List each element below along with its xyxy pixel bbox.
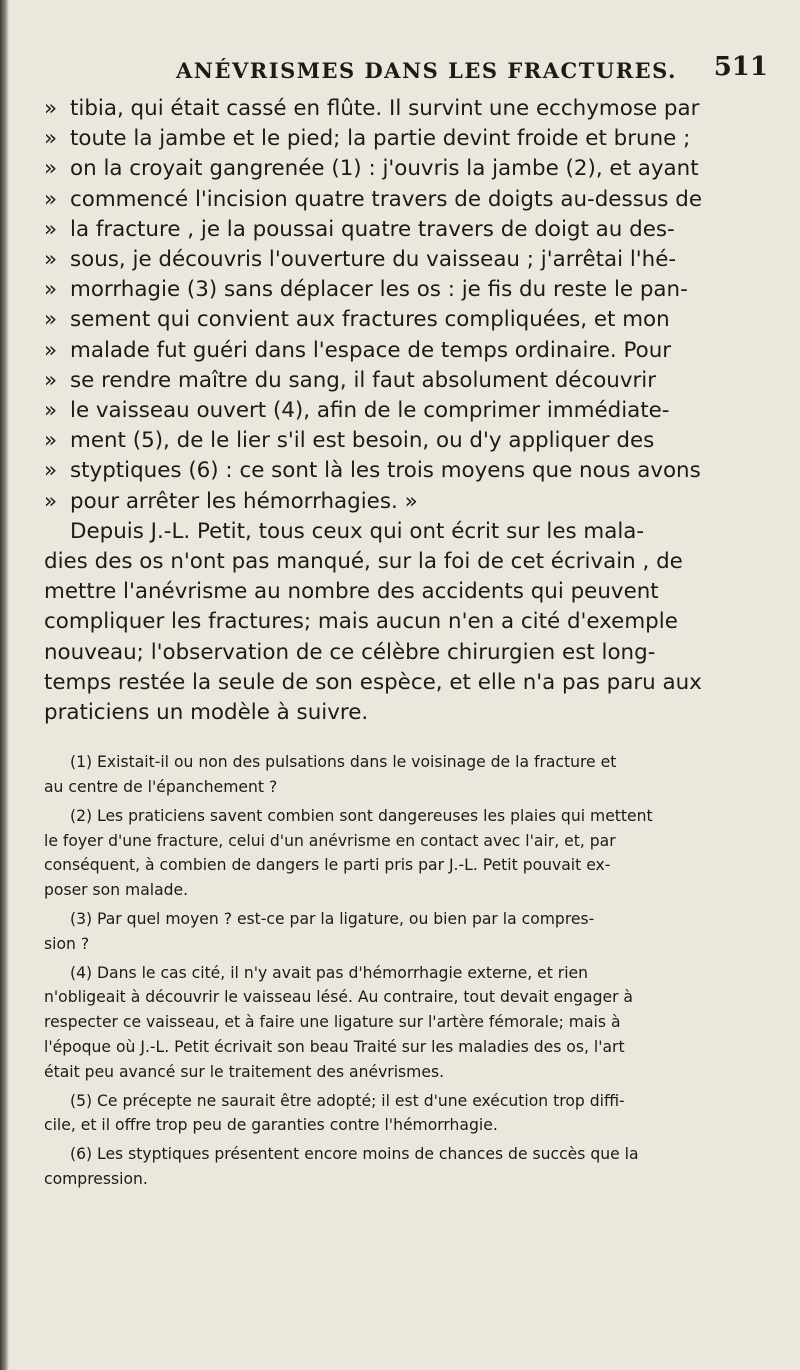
footnote-line: au centre de l'épanchement ? [44, 778, 278, 797]
paragraph-line: praticiens un modèle à suivre. [44, 700, 369, 726]
book-spine-edge [0, 0, 9, 1370]
paragraph-line: Depuis J.-L. Petit, tous ceux qui ont écrit sur les mala- [70, 518, 645, 544]
quote-mark: » [44, 247, 58, 273]
quoted-passage [44, 94, 774, 517]
main-text [44, 94, 774, 728]
paragraph-line: mettre l'anévrisme au nombre des accidents qui peuvent [44, 579, 659, 605]
paragraph [44, 517, 774, 728]
footnote-line: respecter ce vaisseau, et à faire une ligature sur l'artère fémorale; mais à [44, 1013, 621, 1032]
quote-mark: » [44, 277, 58, 303]
quote-line [44, 245, 774, 275]
quote-line-text: sous, je découvris l'ouverture du vaisseau ; j'arrêtai l'hé- [70, 247, 677, 273]
paragraph-line: temps restée la seule de son espèce, et elle n'a pas paru aux [44, 669, 702, 695]
quote-line [44, 94, 774, 124]
footnote-line: conséquent, à combien de dangers le parti pris par J.-L. Petit pouvait ex- [44, 856, 611, 875]
footnote [44, 961, 774, 1085]
quote-line [44, 456, 774, 486]
quote-mark: » [44, 428, 58, 454]
quote-mark: » [44, 186, 58, 212]
quote-line-text: morrhagie (3) sans déplacer les os : je fis du reste le pan- [70, 277, 688, 303]
footnote-line: était peu avancé sur le traitement des anévrismes. [44, 1062, 445, 1081]
quote-mark: » [44, 337, 58, 363]
quote-line-text: ment (5), de le lier s'il est besoin, ou d'y appliquer des [70, 428, 655, 454]
footnotes [44, 750, 774, 1192]
quote-mark: » [44, 398, 58, 424]
footnote-line: n'obligeait à découvrir le vaisseau lésé. Au contraire, tout devait engager à [44, 988, 633, 1007]
footnote [44, 1142, 774, 1192]
footnote-line: (5) Ce précepte ne saurait être adopté; il est d'une exécution trop diffi- [70, 1091, 625, 1110]
quote-mark: » [44, 216, 58, 242]
quote-line-text: malade fut guéri dans l'espace de temps ordinaire. Pour [70, 337, 672, 363]
quote-line [44, 336, 774, 366]
quote-mark: » [44, 488, 58, 514]
footnote [44, 907, 774, 957]
quote-line-text: styptiques (6) : ce sont là les trois moyens que nous avons [70, 458, 701, 484]
footnote-line: sion ? [44, 934, 90, 953]
quote-mark: » [44, 126, 58, 152]
footnote-line: l'époque où J.-L. Petit écrivait son beau Traité sur les maladies des os, l'art [44, 1038, 625, 1057]
footnote-line: (1) Existait-il ou non des pulsations dans le voisinage de la fracture et [70, 753, 617, 772]
footnote-line: (4) Dans le cas cité, il n'y avait pas d'hémorrhagie externe, et rien [70, 963, 589, 982]
page-header [44, 52, 774, 92]
footnote-line: (6) Les styptiques présentent encore moins de chances de succès que la [70, 1145, 639, 1164]
footnote [44, 750, 774, 800]
quote-mark: » [44, 367, 58, 393]
quote-mark: » [44, 96, 58, 121]
paragraph-line: nouveau; l'observation de ce célèbre chirurgien est long- [44, 639, 656, 665]
quote-line-text: pour arrêter les hémorrhagies. » [70, 488, 418, 514]
quote-line [44, 305, 774, 335]
page-number: 511 [713, 52, 768, 82]
quote-line [44, 487, 774, 517]
quote-mark: » [44, 307, 58, 333]
footnote-line: (2) Les praticiens savent combien sont dangereuses les plaies qui mettent [70, 806, 653, 825]
quote-line-text: tibia, qui était cassé en flûte. Il survint une ecchymose par [70, 96, 700, 121]
footnote [44, 804, 774, 903]
quote-line-text: on la croyait gangrenée (1) : j'ouvris la jambe (2), et ayant [70, 156, 699, 182]
quote-line [44, 396, 774, 426]
quote-line-text: toute la jambe et le pied; la partie devint froide et brune ; [70, 126, 691, 152]
quote-line-text: le vaisseau ouvert (4), afin de le comprimer immédiate- [70, 398, 670, 424]
quote-line-text: la fracture , je la poussai quatre travers de doigt au des- [70, 216, 675, 242]
footnote-line: compression. [44, 1170, 148, 1189]
quote-line [44, 215, 774, 245]
quote-line [44, 426, 774, 456]
book-page [44, 52, 774, 1192]
quote-line [44, 366, 774, 396]
quote-line [44, 185, 774, 215]
quote-line [44, 124, 774, 154]
quote-line [44, 154, 774, 184]
quote-line [44, 275, 774, 305]
quote-line-text: commencé l'incision quatre travers de doigts au-dessus de [70, 186, 702, 212]
footnote-line: (3) Par quel moyen ? est-ce par la ligature, ou bien par la compres- [70, 910, 595, 929]
quote-line-text: sement qui convient aux fractures compliquées, et mon [70, 307, 670, 333]
footnote-line: cile, et il offre trop peu de garanties contre l'hémorrhagie. [44, 1116, 498, 1135]
quote-mark: » [44, 458, 58, 484]
footnote-line: poser son malade. [44, 881, 189, 900]
footnote [44, 1089, 774, 1139]
quote-line-text: se rendre maître du sang, il faut absolument découvrir [70, 367, 657, 393]
paragraph-line: compliquer les fractures; mais aucun n'en a cité d'exemple [44, 609, 678, 635]
running-title: ANÉVRISMES DANS LES FRACTURES. [176, 58, 677, 83]
footnote-line: le foyer d'une fracture, celui d'un anévrisme en contact avec l'air, et, par [44, 831, 616, 850]
quote-mark: » [44, 156, 58, 182]
paragraph-line: dies des os n'ont pas manqué, sur la foi de cet écrivain , de [44, 549, 683, 575]
